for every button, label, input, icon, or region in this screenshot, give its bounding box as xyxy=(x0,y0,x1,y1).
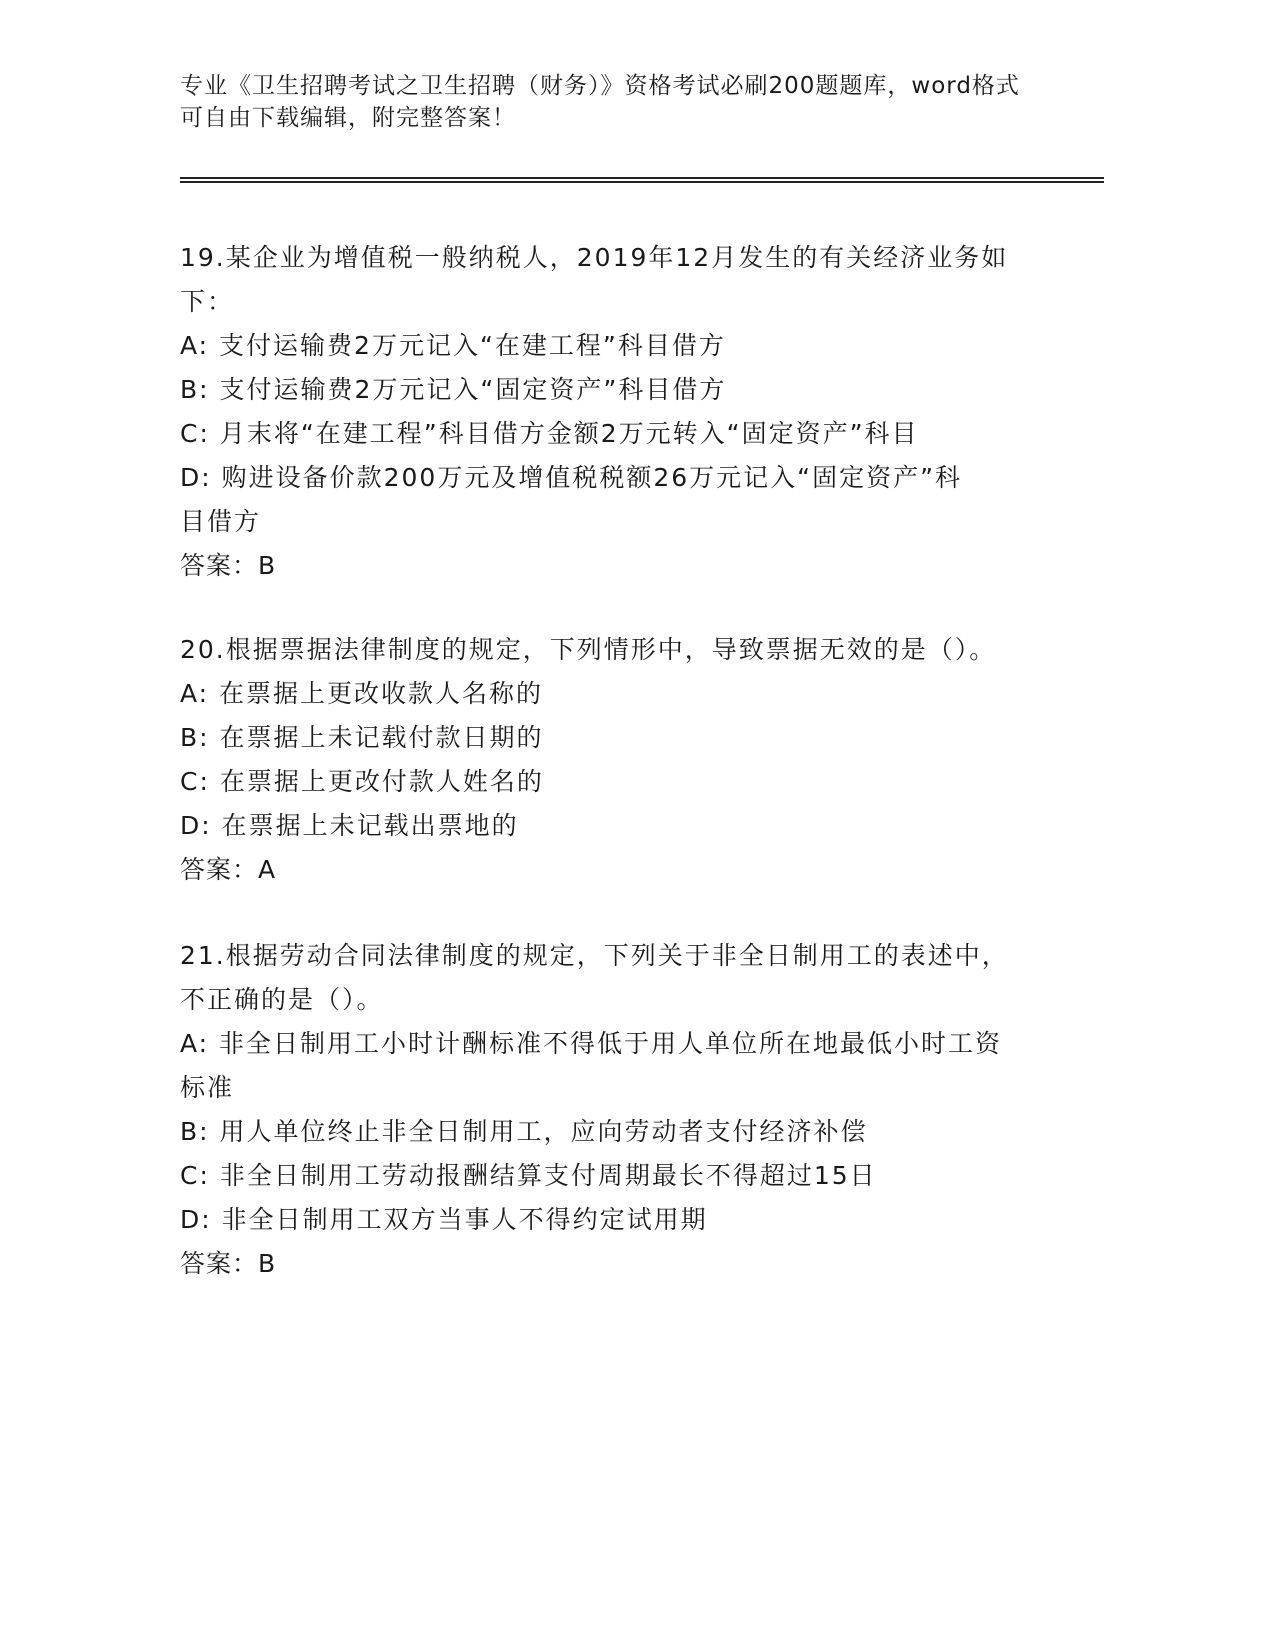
header-divider xyxy=(180,177,1104,183)
answer-label: 答案：A xyxy=(180,855,277,884)
question-stem: 21.根据劳动合同法律制度的规定，下列关于非全日制用工的表述中， xyxy=(180,941,1009,970)
question-20 xyxy=(180,628,1060,892)
option-d: D: 购进设备价款200万元及增值税税额26万元记入“固定资产”科 xyxy=(180,463,963,492)
option-b: B: 用人单位终止非全日制用工，应向劳动者支付经济补偿 xyxy=(180,1117,868,1146)
option-c: C: 月末将“在建工程”科目借方金额2万元转入“固定资产”科目 xyxy=(180,419,919,448)
option-d: D: 在票据上未记载出票地的 xyxy=(180,811,519,840)
option-a: A: 非全日制用工小时计酬标准不得低于用人单位所在地最低小时工资 xyxy=(180,1029,1003,1058)
header-line-2: 可自由下载编辑，附完整答案！ xyxy=(180,105,516,131)
question-stem-continued: 下： xyxy=(180,287,235,316)
header-line-1: 专业《卫生招聘考试之卫生招聘（财务）》资格考试必刷200题题库，word格式 xyxy=(180,73,1020,99)
option-d: D: 非全日制用工双方当事人不得约定试用期 xyxy=(180,1205,708,1234)
answer-label: 答案：B xyxy=(180,1249,277,1278)
question-stem: 20.根据票据法律制度的规定，下列情形中，导致票据无效的是（）。 xyxy=(180,635,997,664)
option-a-continued: 标准 xyxy=(180,1073,235,1102)
option-b: B: 支付运输费2万元记入“固定资产”科目借方 xyxy=(180,375,727,404)
question-stem-continued: 不正确的是（）。 xyxy=(180,985,384,1014)
question-19 xyxy=(180,236,1060,588)
option-d-continued: 目借方 xyxy=(180,507,262,536)
option-a: A: 在票据上更改收款人名称的 xyxy=(180,679,544,708)
option-a: A: 支付运输费2万元记入“在建工程”科目借方 xyxy=(180,331,726,360)
question-21 xyxy=(180,934,1060,1286)
answer-label: 答案：B xyxy=(180,551,277,580)
option-c: C: 在票据上更改付款人姓名的 xyxy=(180,767,544,796)
question-stem: 19.某企业为增值税一般纳税人，2019年12月发生的有关经济业务如 xyxy=(180,243,1009,272)
option-b: B: 在票据上未记载付款日期的 xyxy=(180,723,544,752)
document-header xyxy=(180,70,1060,134)
option-c: C: 非全日制用工劳动报酬结算支付周期最长不得超过15日 xyxy=(180,1161,877,1190)
